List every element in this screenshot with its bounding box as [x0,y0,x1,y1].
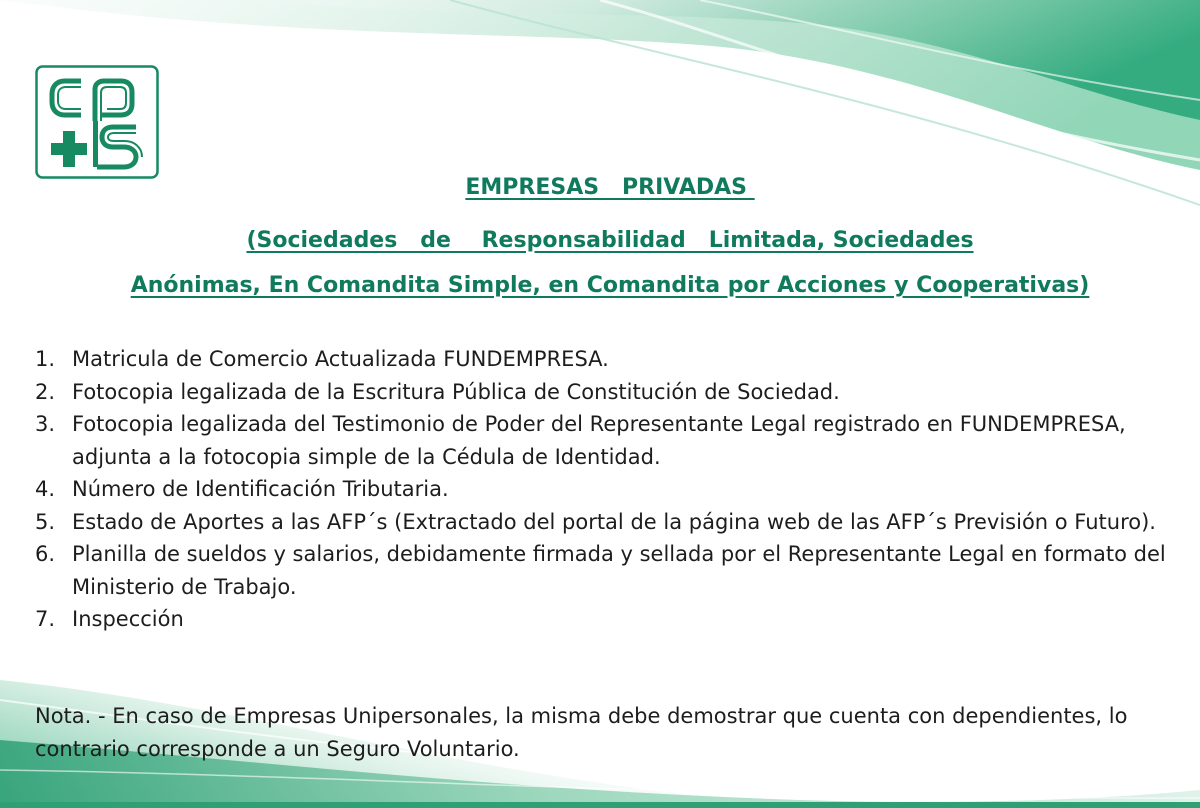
cps-logo [35,65,159,179]
list-item-text: Número de Identificación Tributaria. [72,477,449,501]
list-item [35,603,1175,636]
list-item [35,376,1175,409]
list-item-text: Inspección [72,607,184,631]
page-subtitle-line-1: (Sociedades de Responsabilidad Limitada, Sociedades [246,228,974,253]
list-item-number: 5. [35,509,56,534]
list-item [35,538,1175,603]
list-item-text: Fotocopia legalizada del Testimonio de Poder del Representante Legal registrado en FUNDEMPRESA, adjunta a la fotocopia simple de la Cédula de Identidad. [72,412,1126,469]
list-item-number: 6. [35,542,56,566]
list-item-number: 2. [35,379,56,404]
page-title: EMPRESAS PRIVADAS [465,175,755,200]
list-item-number: 1. [35,347,56,371]
note-paragraph: Nota. - En caso de Empresas Unipersonales, la misma debe demostrar que cuenta con dependientes, lo contrario corresponde a un Seguro Voluntario. [35,704,1128,761]
list-item-text: Planilla de sueldos y salarios, debidamente firmada y sellada por el Representante Legal en formato del Ministerio de Trabajo. [72,542,1166,599]
list-item [35,473,1175,506]
list-item [35,408,1175,473]
list-item [35,506,1175,539]
page-subtitle-line-2: Anónimas, En Comandita Simple, en Comandita por Acciones y Cooperativas) [130,273,1090,298]
list-item-text: Estado de Aportes a las AFP´s (Extractado del portal de la página web de las AFP´s Previsión o Futuro). [72,509,1156,534]
list-item-text: Fotocopia legalizada de la Escritura Pública de Constitución de Sociedad. [72,379,840,404]
list-item [35,343,1175,376]
list-item-number: 4. [35,477,56,501]
requirements-list [35,343,1175,636]
list-item-number: 3. [35,412,56,436]
list-item-text: Matricula de Comercio Actualizada FUNDEMPRESA. [72,347,609,371]
list-item-number: 7. [35,607,56,631]
